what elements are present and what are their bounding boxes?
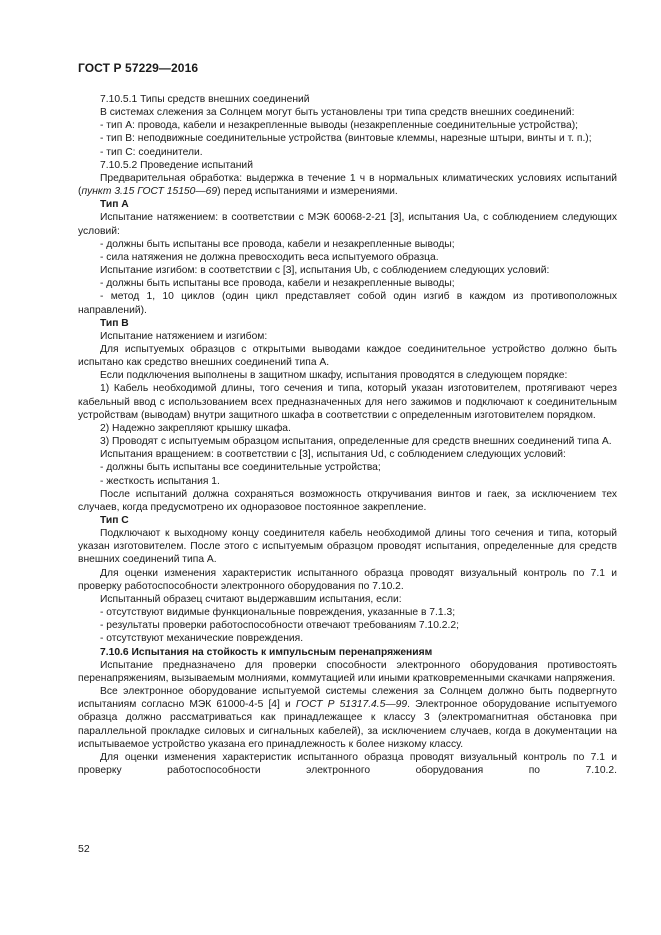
paragraph: Для испытуемых образцов с открытыми выводами каждое соединительное устройство должно быть испытано как средство внешних соединений типа А. — [78, 343, 617, 369]
paragraph: Испытание изгибом: в соответствии с [3], испытания Ub, с соблюдением следующих условий: — [100, 265, 550, 277]
list-item: - тип А: провода, кабели и незакрепленные выводы (незакрепленные соединительные устройства); — [100, 120, 578, 132]
paragraph: Испытания вращением: в соответствии с [3], испытания Ud, с соблюдением следующих условий: — [100, 449, 566, 461]
document-header: ГОСТ Р 57229—2016 — [78, 61, 199, 75]
numbered-item: 2) Надежно закрепляют крышку шкафа. — [100, 422, 291, 434]
list-item: - отсутствуют механические повреждения. — [100, 633, 304, 645]
numbered-item: 3) Проводят с испытуемым образцом испытания, определенные для средств внешних соединений типа А. — [100, 436, 612, 448]
section-heading-7-10-5-1: 7.10.5.1 Типы средств внешних соединений — [100, 94, 310, 105]
paragraph-pretreatment — [78, 172, 617, 198]
subheading-type-b: Тип В — [100, 317, 129, 329]
paragraph: Испытание натяжением и изгибом: — [100, 330, 268, 342]
paragraph: Если подключения выполнены в защитном шкафу, испытания проводятся в следующем порядке: — [100, 370, 568, 382]
paragraph: В системах слежения за Солнцем могут быть установлены три типа средств внешних соединений: — [100, 107, 575, 119]
paragraph: Подключают к выходному концу соединителя кабель необходимой длины того сечения и типа, который указан изготовителем. После этого с испытуемым образцом проводят испытания, определенные для средств внешних соединений типа А. — [78, 528, 617, 566]
section-heading-7-10-6: 7.10.6 Испытания на стойкость к импульсным перенапряжениям — [100, 646, 433, 658]
text: Все электронное оборудование испытуемой системы слежения за Солнцем должно быть подвергнуто испытаниям согласно МЭК 61000-4-5 [4] и — [78, 686, 617, 711]
list-item: - сила натяжения не должна превосходить веса испытуемого образца. — [100, 251, 439, 263]
paragraph-surge-testing — [78, 685, 617, 751]
subheading-type-a: Тип А — [100, 199, 129, 211]
text: ) перед испытаниями и измерениями. — [217, 186, 398, 198]
text: Предварительная обработка: выдержка в течение 1 ч в нормальных климатических условиях испытаний ( — [78, 172, 617, 198]
page-body — [78, 93, 617, 777]
list-item: - метод 1, 10 циклов (один цикл представляет собой один изгиб в каждом из противоположных направлений). — [78, 291, 617, 316]
paragraph: Испытание предназначено для проверки способности электронного оборудования противостоять перенапряжениям, вызываемым молниями, коммутацией или иными кратковременными скачками напряжения. — [78, 659, 617, 684]
list-item: - должны быть испытаны все провода, кабели и незакрепленные выводы; — [100, 278, 455, 290]
section-heading-7-10-5-2: 7.10.5.2 Проведение испытаний — [100, 159, 253, 171]
reference-italic: пункт 3.15 ГОСТ 15150—69 — [81, 186, 218, 198]
list-item: - должны быть испытаны все провода, кабели и незакрепленные выводы; — [100, 238, 455, 250]
text: . Электронное оборудование испытуемого образца должно рассматриваться как принадлежащее к классу 3 (электромагнитная обстановка при параллельной прокладке силовых и сигнальных кабелей), за исключением случаев, когда в документации на испытываемое устройство указана его принадлежность к более низкому классу. — [78, 699, 617, 750]
subheading-type-c: Тип С — [100, 515, 129, 526]
paragraph: Для оценки изменения характеристик испытанного образца проводят визуальный контроль по 7.1 и проверку работоспособности электронного оборудования по 7.10.2. — [78, 567, 617, 592]
list-item: - тип С: соединители. — [100, 146, 203, 158]
paragraph: Испытание натяжением: в соответствии с МЭК 60068-2-21 [3], испытания Ua, с соблюдением следующих условий: — [78, 212, 617, 237]
list-item: - жесткость испытания 1. — [100, 475, 220, 487]
paragraph: Испытанный образец считают выдержавшим испытания, если: — [100, 593, 402, 605]
page-number: 52 — [78, 843, 90, 855]
list-item: - результаты проверки работоспособности отвечают требованиям 7.10.2.2; — [100, 620, 459, 632]
numbered-item: 1) Кабель необходимой длины, того сечения и типа, который указан изготовителем, протягивают через кабельный ввод с использованием всех предназначенных для него зажимов и подключают к соединительным устройствам (выводам) внутри защитного шкафа в соответствии с определенным изготовителем порядком. — [78, 383, 617, 421]
list-item: - отсутствуют видимые функциональные повреждения, указанные в 7.1.3; — [100, 607, 456, 619]
paragraph: Для оценки изменения характеристик испытанного образца проводят визуальный контроль по 7.1 и проверку работоспособности электронного оборудования по 7.10.2. — [78, 751, 617, 776]
reference-italic: ГОСТ Р 51317.4.5—99 — [295, 699, 408, 711]
list-item: - тип В: неподвижные соединительные устройства (винтовые клеммы, нарезные штыри, винты и т. п.); — [100, 133, 592, 145]
paragraph: После испытаний должна сохраняться возможность откручивания винтов и гаек, за исключением тех случаев, когда предусмотрено их одноразовое постоянное закрепление. — [78, 488, 617, 513]
list-item: - должны быть испытаны все соединительные устройства; — [100, 462, 381, 474]
